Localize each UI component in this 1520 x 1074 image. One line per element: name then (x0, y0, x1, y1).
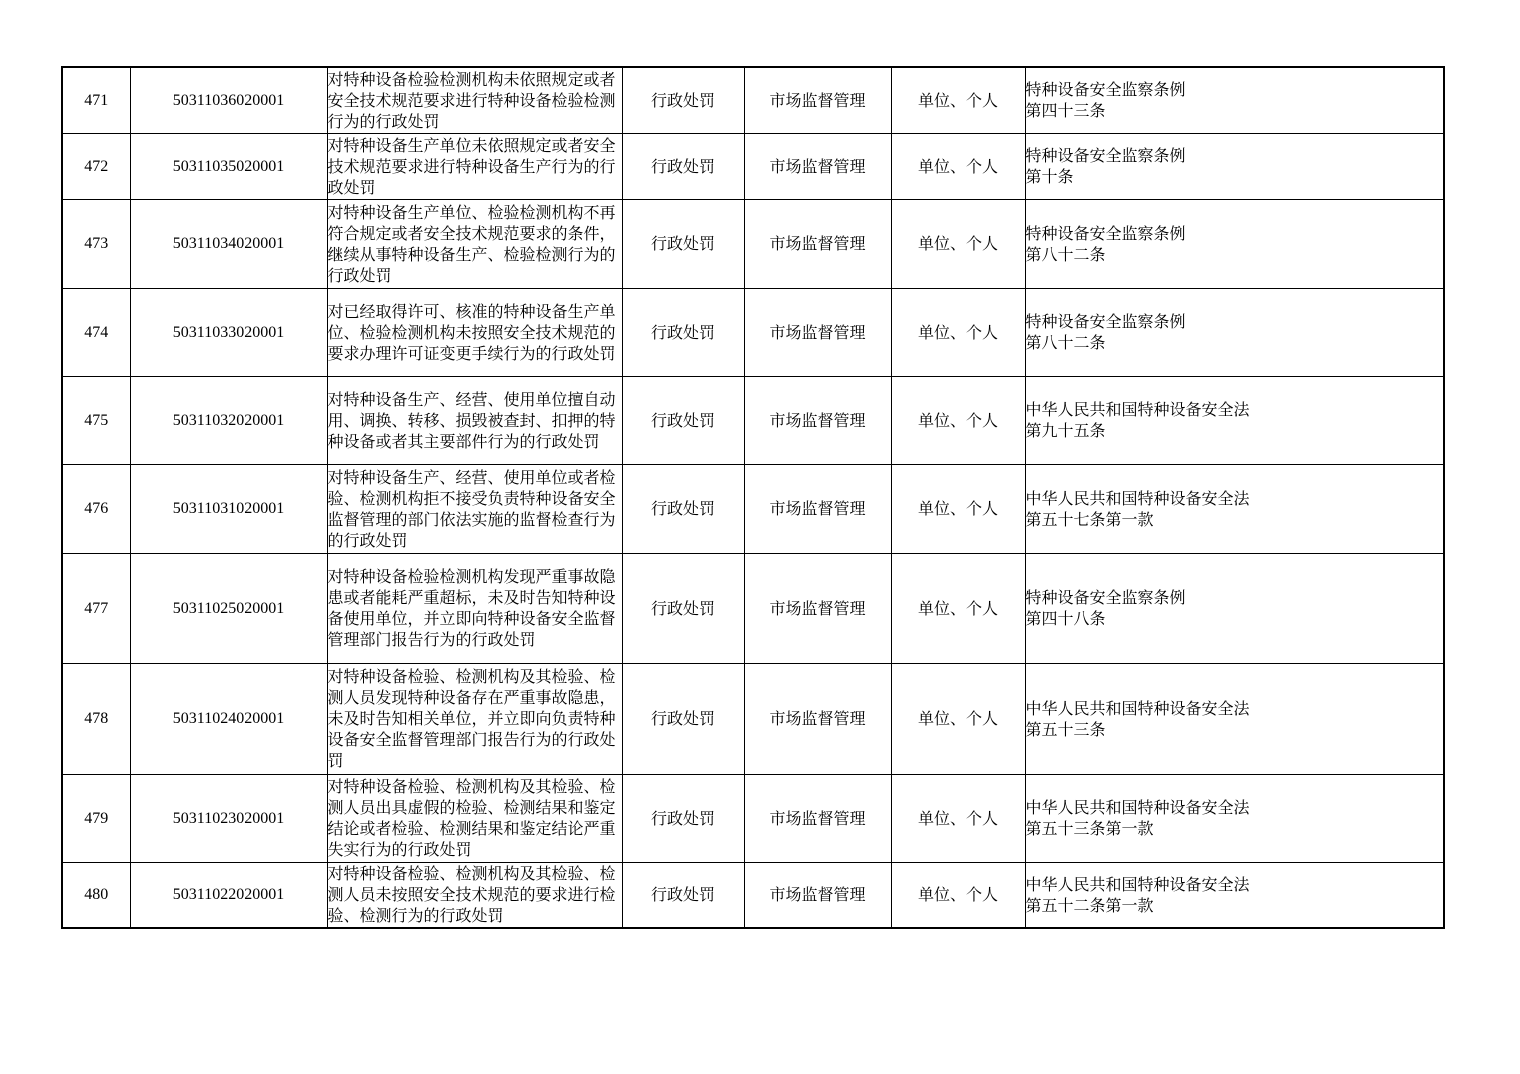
item-department: 市场监督管理 (744, 133, 891, 199)
table-row (62, 199, 1444, 288)
item-name: 对特种设备生产、经营、使用单位或者检验、检测机构拒不接受负责特种设备安全监督管理的部门依法实施的监督检查行为的行政处罚 (327, 464, 622, 553)
item-type: 行政处罚 (622, 553, 744, 663)
row-number: 479 (62, 774, 130, 862)
item-type: 行政处罚 (622, 199, 744, 288)
table-row (62, 663, 1444, 774)
item-department: 市场监督管理 (744, 862, 891, 928)
table-row (62, 288, 1444, 376)
item-subject: 单位、个人 (891, 133, 1025, 199)
row-number: 471 (62, 67, 130, 133)
item-subject: 单位、个人 (891, 663, 1025, 774)
legal-basis-article: 第八十二条 (1025, 244, 1106, 264)
item-code: 50311024020001 (130, 663, 327, 774)
row-number: 475 (62, 376, 130, 464)
legal-basis (1025, 774, 1444, 862)
item-subject: 单位、个人 (891, 553, 1025, 663)
legal-basis (1025, 288, 1444, 376)
legal-basis (1025, 133, 1444, 199)
legal-basis-article: 第五十二条第一款 (1025, 895, 1154, 915)
legal-basis-article: 第四十三条 (1025, 101, 1106, 121)
legal-basis (1025, 376, 1444, 464)
table-row (62, 862, 1444, 928)
legal-basis (1025, 199, 1444, 288)
item-department: 市场监督管理 (744, 553, 891, 663)
legal-basis (1025, 862, 1444, 928)
legal-basis-title: 中华人民共和国特种设备安全法 (1025, 698, 1250, 718)
legal-basis (1025, 553, 1444, 663)
table-row (62, 133, 1444, 199)
legal-basis-article: 第九十五条 (1025, 421, 1106, 440)
item-department: 市场监督管理 (744, 663, 891, 774)
item-name: 对特种设备检验、检测机构及其检验、检测人员发现特种设备存在严重事故隐患，未及时告知相关单位，并立即向负责特种设备安全监督管理部门报告行为的行政处罚 (327, 663, 622, 774)
row-number: 472 (62, 133, 130, 199)
item-code: 50311025020001 (130, 553, 327, 663)
item-type: 行政处罚 (622, 133, 744, 199)
item-department: 市场监督管理 (744, 376, 891, 464)
item-subject: 单位、个人 (891, 376, 1025, 464)
item-type: 行政处罚 (622, 288, 744, 376)
item-type: 行政处罚 (622, 774, 744, 862)
item-name: 对特种设备检验、检测机构及其检验、检测人员未按照安全技术规范的要求进行检验、检测行为的行政处罚 (327, 862, 622, 928)
table-row (62, 67, 1444, 133)
legal-basis-title: 特种设备安全监察条例 (1025, 80, 1186, 100)
item-type: 行政处罚 (622, 862, 744, 928)
item-code: 50311033020001 (130, 288, 327, 376)
item-subject: 单位、个人 (891, 199, 1025, 288)
row-number: 474 (62, 288, 130, 376)
table-row (62, 376, 1444, 464)
item-type: 行政处罚 (622, 663, 744, 774)
item-code: 50311031020001 (130, 464, 327, 553)
table-row (62, 553, 1444, 663)
legal-basis (1025, 67, 1444, 133)
legal-basis-article: 第四十八条 (1025, 609, 1106, 628)
item-type: 行政处罚 (622, 464, 744, 553)
legal-basis-article: 第十条 (1025, 167, 1074, 186)
item-department: 市场监督管理 (744, 464, 891, 553)
item-subject: 单位、个人 (891, 774, 1025, 862)
penalty-list-table (61, 66, 1445, 929)
legal-basis-title: 特种设备安全监察条例 (1025, 588, 1186, 607)
item-code: 50311036020001 (130, 67, 327, 133)
item-name: 对特种设备生产单位、检验检测机构不再符合规定或者安全技术规范要求的条件，继续从事特种设备生产、检验检测行为的行政处罚 (327, 199, 622, 288)
table-row (62, 464, 1444, 553)
legal-basis-title: 中华人民共和国特种设备安全法 (1025, 488, 1250, 508)
item-code: 50311022020001 (130, 862, 327, 928)
item-code: 50311034020001 (130, 199, 327, 288)
legal-basis-title: 中华人民共和国特种设备安全法 (1025, 874, 1250, 894)
legal-basis-article: 第八十二条 (1025, 333, 1106, 352)
item-name: 对特种设备检验检测机构未依照规定或者安全技术规范要求进行特种设备检验检测行为的行政处罚 (327, 67, 622, 133)
row-number: 473 (62, 199, 130, 288)
legal-basis-title: 特种设备安全监察条例 (1025, 312, 1186, 331)
item-code: 50311023020001 (130, 774, 327, 862)
item-name: 对已经取得许可、核准的特种设备生产单位、检验检测机构未按照安全技术规范的要求办理许可证变更手续行为的行政处罚 (327, 288, 622, 376)
item-type: 行政处罚 (622, 67, 744, 133)
item-type: 行政处罚 (622, 376, 744, 464)
legal-basis-title: 特种设备安全监察条例 (1025, 223, 1186, 243)
item-name: 对特种设备生产、经营、使用单位擅自动用、调换、转移、损毁被查封、扣押的特种设备或者其主要部件行为的行政处罚 (327, 376, 622, 464)
legal-basis-title: 中华人民共和国特种设备安全法 (1025, 798, 1250, 817)
legal-basis-title: 中华人民共和国特种设备安全法 (1025, 400, 1250, 419)
item-subject: 单位、个人 (891, 862, 1025, 928)
item-subject: 单位、个人 (891, 464, 1025, 553)
legal-basis-article: 第五十三条 (1025, 719, 1106, 739)
item-name: 对特种设备检验、检测机构及其检验、检测人员出具虚假的检验、检测结果和鉴定结论或者检验、检测结果和鉴定结论严重失实行为的行政处罚 (327, 774, 622, 862)
item-department: 市场监督管理 (744, 199, 891, 288)
item-subject: 单位、个人 (891, 288, 1025, 376)
row-number: 477 (62, 553, 130, 663)
legal-basis-article: 第五十三条第一款 (1025, 819, 1154, 838)
legal-basis-title: 特种设备安全监察条例 (1025, 146, 1186, 165)
row-number: 478 (62, 663, 130, 774)
item-department: 市场监督管理 (744, 288, 891, 376)
item-code: 50311032020001 (130, 376, 327, 464)
row-number: 480 (62, 862, 130, 928)
item-subject: 单位、个人 (891, 67, 1025, 133)
item-department: 市场监督管理 (744, 67, 891, 133)
row-number: 476 (62, 464, 130, 553)
item-code: 50311035020001 (130, 133, 327, 199)
table-row (62, 774, 1444, 862)
legal-basis (1025, 464, 1444, 553)
legal-basis-article: 第五十七条第一款 (1025, 509, 1154, 529)
item-department: 市场监督管理 (744, 774, 891, 862)
legal-basis (1025, 663, 1444, 774)
item-name: 对特种设备生产单位未依照规定或者安全技术规范要求进行特种设备生产行为的行政处罚 (327, 133, 622, 199)
item-name: 对特种设备检验检测机构发现严重事故隐患或者能耗严重超标，未及时告知特种设备使用单位，并立即向特种设备安全监督管理部门报告行为的行政处罚 (327, 553, 622, 663)
